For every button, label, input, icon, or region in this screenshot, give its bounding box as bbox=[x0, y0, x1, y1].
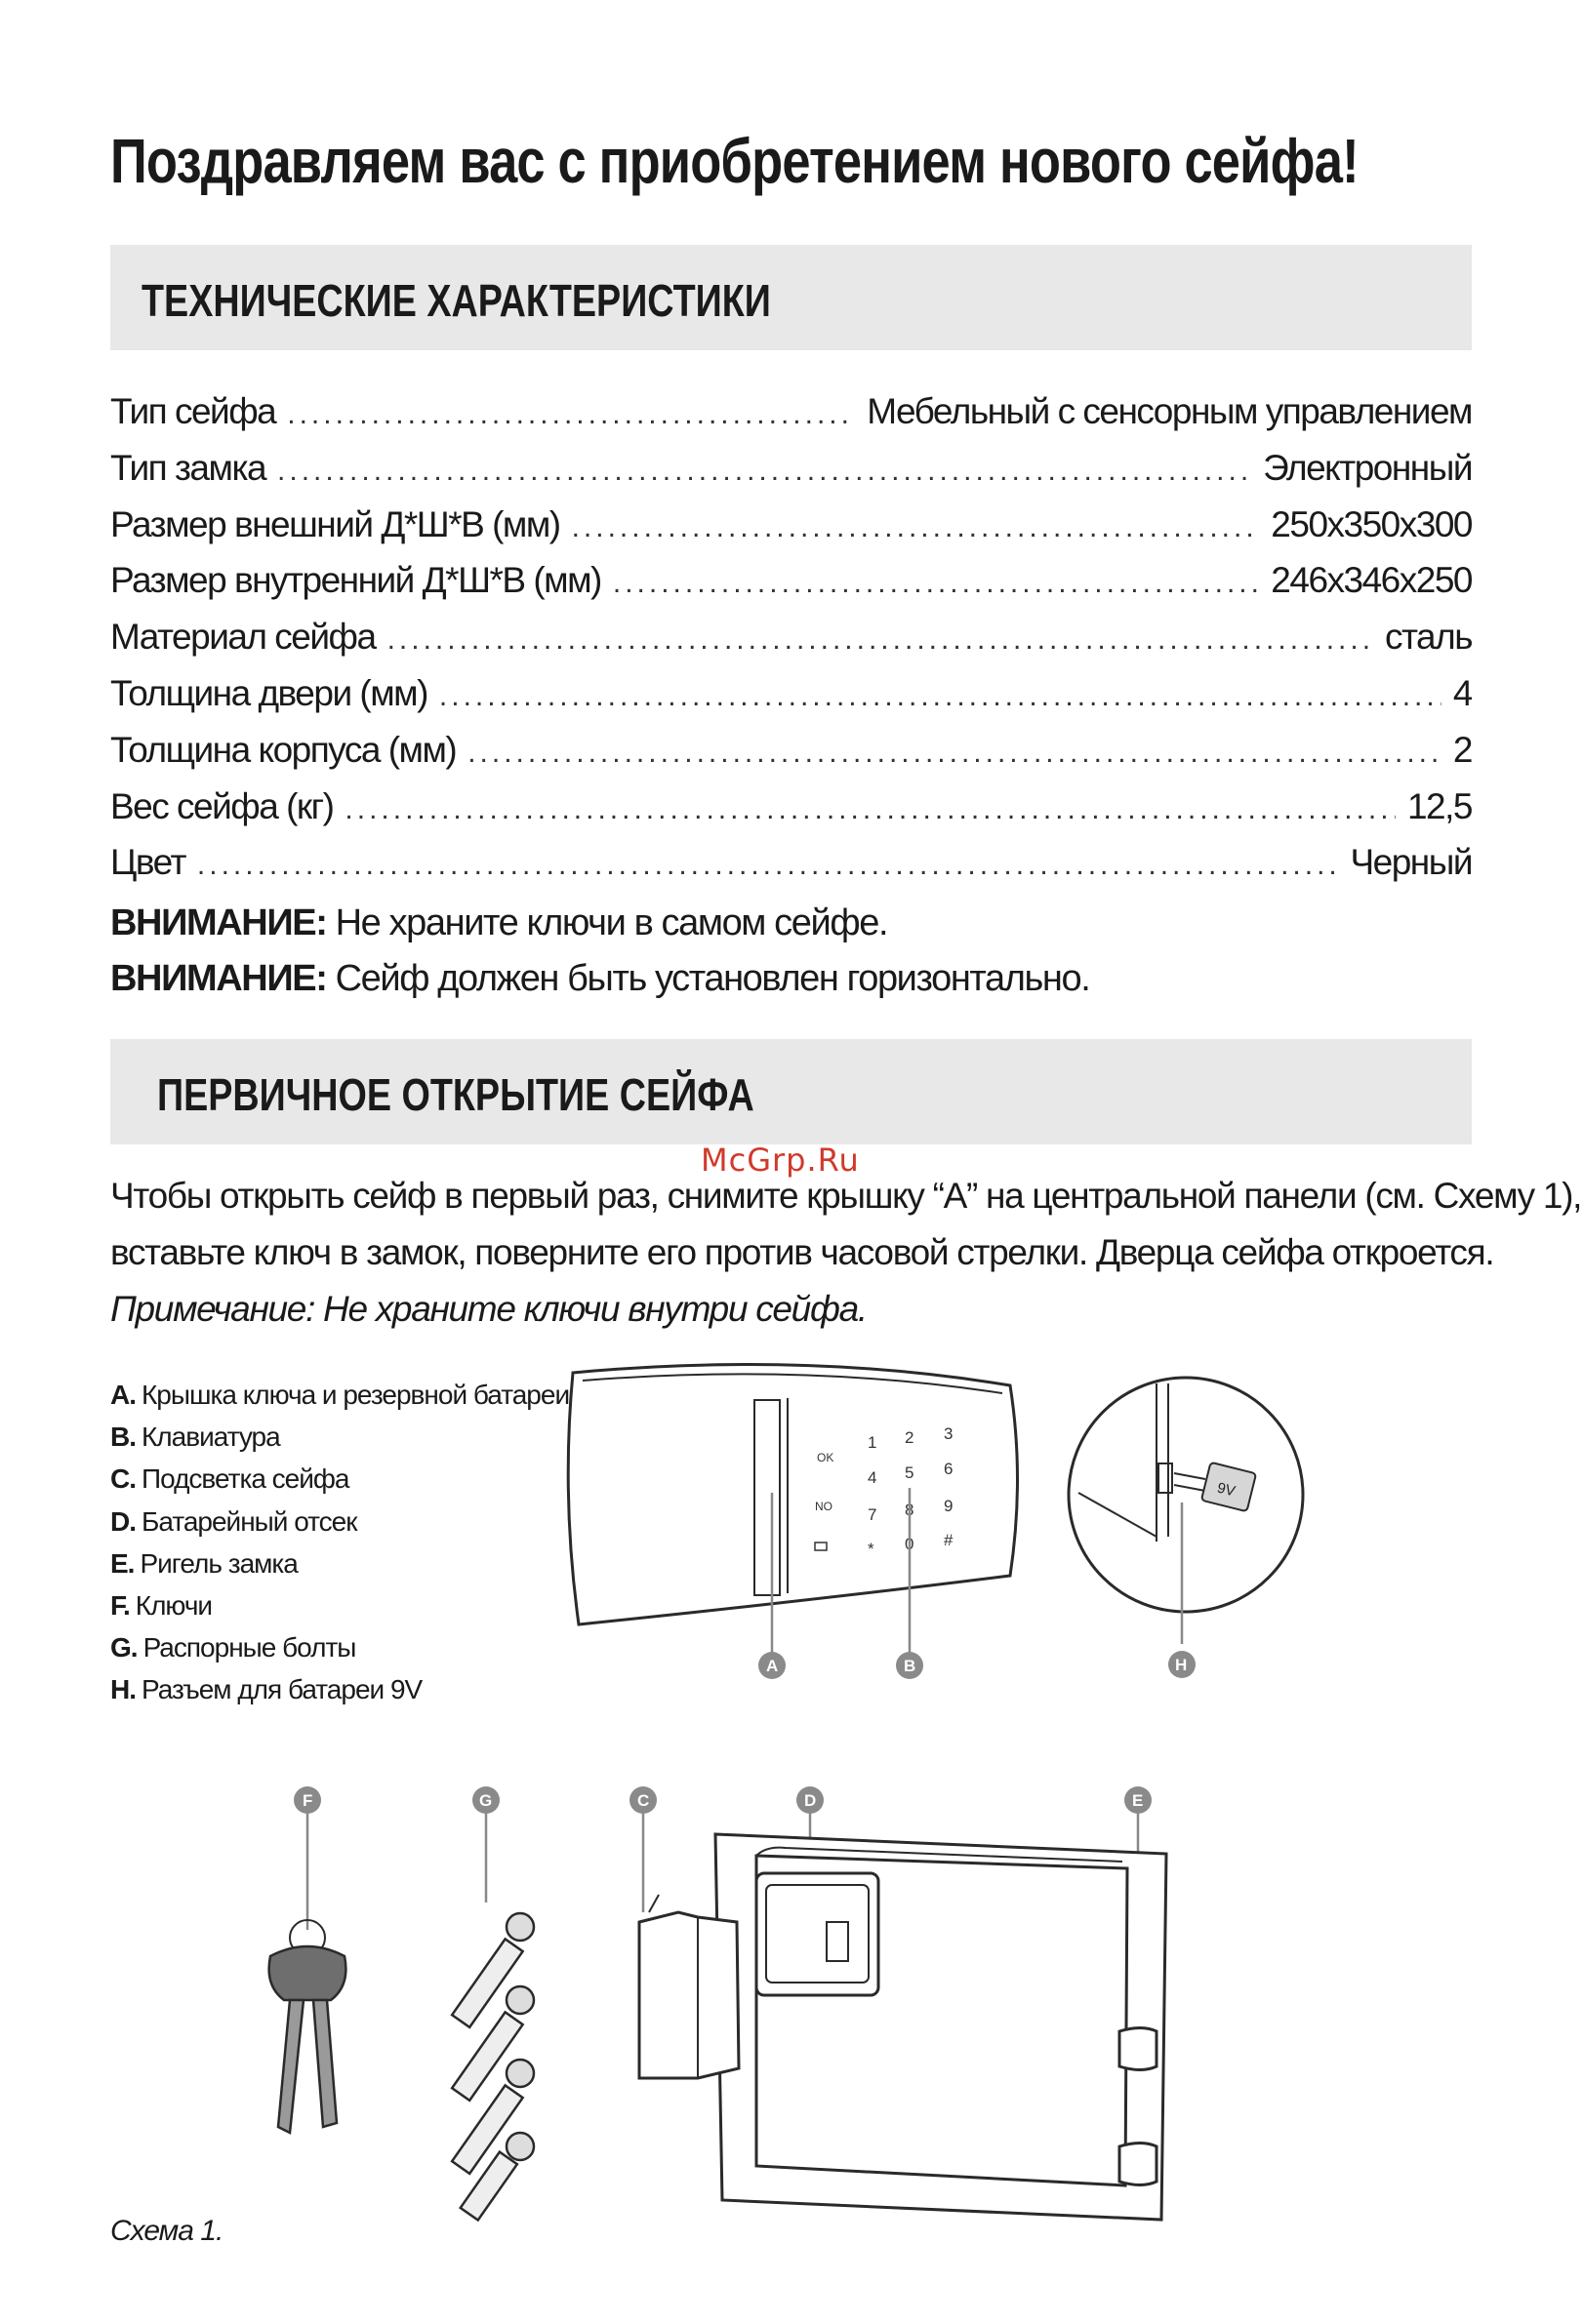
spec-label: Толщина корпуса (мм) bbox=[110, 729, 457, 770]
legend-item: F. Ключи bbox=[110, 1589, 213, 1621]
svg-text:G: G bbox=[479, 1791, 493, 1810]
spec-row bbox=[110, 552, 1472, 609]
lock-bolt-top bbox=[1119, 2028, 1157, 2070]
key-1: 1 bbox=[868, 1433, 877, 1452]
opening-heading-band bbox=[110, 1039, 1472, 1144]
key-head bbox=[269, 1946, 346, 2000]
open-safe-illustration bbox=[610, 1776, 1186, 2224]
svg-text:D: D bbox=[804, 1791, 817, 1810]
spec-label: Вес сейфа (кг) bbox=[110, 785, 334, 826]
opening-heading: ПЕРВИЧНОЕ ОТКРЫТИЕ СЕЙФА bbox=[157, 1069, 754, 1120]
leader-dots bbox=[277, 443, 1251, 497]
page-title: Поздравляем вас с приобретением нового сейфа! bbox=[110, 126, 1359, 196]
svg-text:B: B bbox=[904, 1657, 916, 1675]
leader-dots bbox=[572, 500, 1260, 553]
spec-label: Материал сейфа bbox=[110, 617, 376, 658]
battery-label: 9V bbox=[1215, 1479, 1238, 1501]
svg-text:A: A bbox=[766, 1657, 779, 1675]
legend-item: C. Подсветка сейфа bbox=[110, 1463, 349, 1495]
svg-text:C: C bbox=[637, 1791, 650, 1810]
legend-item: G. Распорные болты bbox=[110, 1632, 356, 1663]
spec-value: сталь bbox=[1385, 617, 1472, 658]
leader-dots bbox=[345, 781, 1396, 835]
specs-heading: ТЕХНИЧЕСКИЕ ХАРАКТЕРИСТИКИ bbox=[142, 275, 771, 326]
specs-heading-band bbox=[110, 245, 1472, 350]
scheme-caption: Схема 1. bbox=[110, 2215, 223, 2247]
warning-text: Не храните ключи в самом сейфе. bbox=[326, 902, 888, 943]
spec-row bbox=[110, 497, 1472, 553]
legend-item: A. Крышка ключа и резервной батареи bbox=[110, 1380, 570, 1410]
svg-text:F: F bbox=[303, 1791, 313, 1810]
keys-illustration bbox=[249, 1776, 366, 2166]
warning-text: Сейф должен быть установлен горизонтально. bbox=[326, 958, 1090, 999]
legend bbox=[110, 1374, 569, 1711]
key-blade-left bbox=[278, 2000, 304, 2133]
callout-c bbox=[629, 1786, 657, 1814]
legend-item: D. Батарейный отсек bbox=[110, 1505, 357, 1537]
ok-key-label: OK bbox=[817, 1451, 834, 1464]
warning-horizontal bbox=[110, 958, 1089, 1000]
battery-detail-illustration bbox=[1059, 1366, 1322, 1678]
spec-row bbox=[110, 383, 1472, 440]
spec-row bbox=[110, 722, 1472, 779]
key-2: 2 bbox=[905, 1428, 914, 1447]
spec-label: Толщина двери (мм) bbox=[110, 672, 427, 713]
spec-label: Тип замка bbox=[110, 447, 266, 488]
opening-line-2: вставьте ключ в замок, поверните его против часовой стрелки. Дверца сейфа откроется. bbox=[110, 1232, 1494, 1272]
callout-f bbox=[294, 1786, 321, 1814]
lock-bolt-bottom bbox=[1119, 2144, 1157, 2185]
spec-value: 250х350х300 bbox=[1271, 503, 1472, 544]
spec-label: Тип сейфа bbox=[110, 391, 276, 431]
key-7: 7 bbox=[868, 1505, 877, 1524]
legend-item: B. Клавиатура bbox=[110, 1422, 280, 1453]
leader-dots bbox=[197, 837, 1339, 891]
spec-value: 2 bbox=[1452, 729, 1472, 770]
spec-label: Размер внешний Д*Ш*В (мм) bbox=[110, 503, 560, 544]
key-3: 3 bbox=[944, 1424, 954, 1443]
detail-circle bbox=[1069, 1378, 1303, 1612]
door-panel-illustration bbox=[561, 1361, 1030, 1703]
spec-value: Электронный bbox=[1263, 447, 1472, 488]
spec-list bbox=[110, 383, 1472, 891]
leader-dots bbox=[467, 725, 1441, 779]
spec-label: Цвет bbox=[110, 842, 185, 883]
key-4: 4 bbox=[868, 1468, 877, 1487]
callout-b bbox=[896, 1652, 923, 1679]
key-0: 0 bbox=[905, 1535, 914, 1553]
svg-text:H: H bbox=[1175, 1656, 1188, 1674]
callout-e bbox=[1124, 1786, 1152, 1814]
callout-a bbox=[758, 1652, 786, 1679]
warning-label: ВНИМАНИЕ: bbox=[110, 958, 327, 999]
spec-value: 4 bbox=[1452, 672, 1472, 713]
leader-dots bbox=[287, 386, 855, 440]
leader-dots bbox=[387, 612, 1373, 665]
key-8: 8 bbox=[905, 1501, 914, 1519]
inner-door bbox=[639, 1912, 739, 2078]
no-key-label: NO bbox=[815, 1500, 832, 1513]
spec-value: Черный bbox=[1350, 842, 1472, 883]
callout-h bbox=[1168, 1651, 1196, 1678]
key-5: 5 bbox=[905, 1463, 914, 1482]
battery-compartment bbox=[756, 1873, 878, 1995]
spec-row bbox=[110, 609, 1472, 665]
legend-item: E. Ригель замка bbox=[110, 1547, 298, 1579]
door-panel-outline bbox=[568, 1365, 1017, 1624]
leader-dots bbox=[439, 668, 1441, 722]
opening-line-1: Чтобы открыть сейф в первый раз, снимите крышку “A” на центральной панели (см. Схему 1), bbox=[110, 1176, 1582, 1216]
spec-label: Размер внутренний Д*Ш*В (мм) bbox=[110, 560, 601, 601]
key-9: 9 bbox=[944, 1497, 954, 1515]
spec-value: 246х346х250 bbox=[1271, 560, 1472, 601]
key-6: 6 bbox=[944, 1460, 954, 1478]
key-star: * bbox=[868, 1540, 874, 1558]
warning-label: ВНИМАНИЕ: bbox=[110, 902, 327, 943]
backlight-wire bbox=[649, 1895, 659, 1912]
warning-keys bbox=[110, 902, 887, 944]
key-hash: # bbox=[944, 1531, 954, 1549]
callout-d bbox=[796, 1786, 824, 1814]
callout-g bbox=[472, 1786, 500, 1814]
opening-note: Примечание: Не храните ключи внутри сейфа. bbox=[110, 1289, 867, 1329]
watermark: McGrp.Ru bbox=[701, 1142, 860, 1179]
spec-value: 12,5 bbox=[1406, 785, 1472, 826]
spec-value: Мебельный с сенсорным управлением bbox=[867, 391, 1472, 431]
bolts-illustration bbox=[420, 1776, 566, 2224]
spec-row bbox=[110, 440, 1472, 497]
key-blade-right bbox=[313, 2000, 337, 2127]
spec-row bbox=[110, 834, 1472, 891]
leader-dots bbox=[613, 555, 1259, 609]
svg-text:E: E bbox=[1132, 1791, 1144, 1810]
legend-item: H. Разъем для батареи 9V bbox=[110, 1674, 423, 1705]
spec-row bbox=[110, 665, 1472, 722]
spec-row bbox=[110, 779, 1472, 835]
